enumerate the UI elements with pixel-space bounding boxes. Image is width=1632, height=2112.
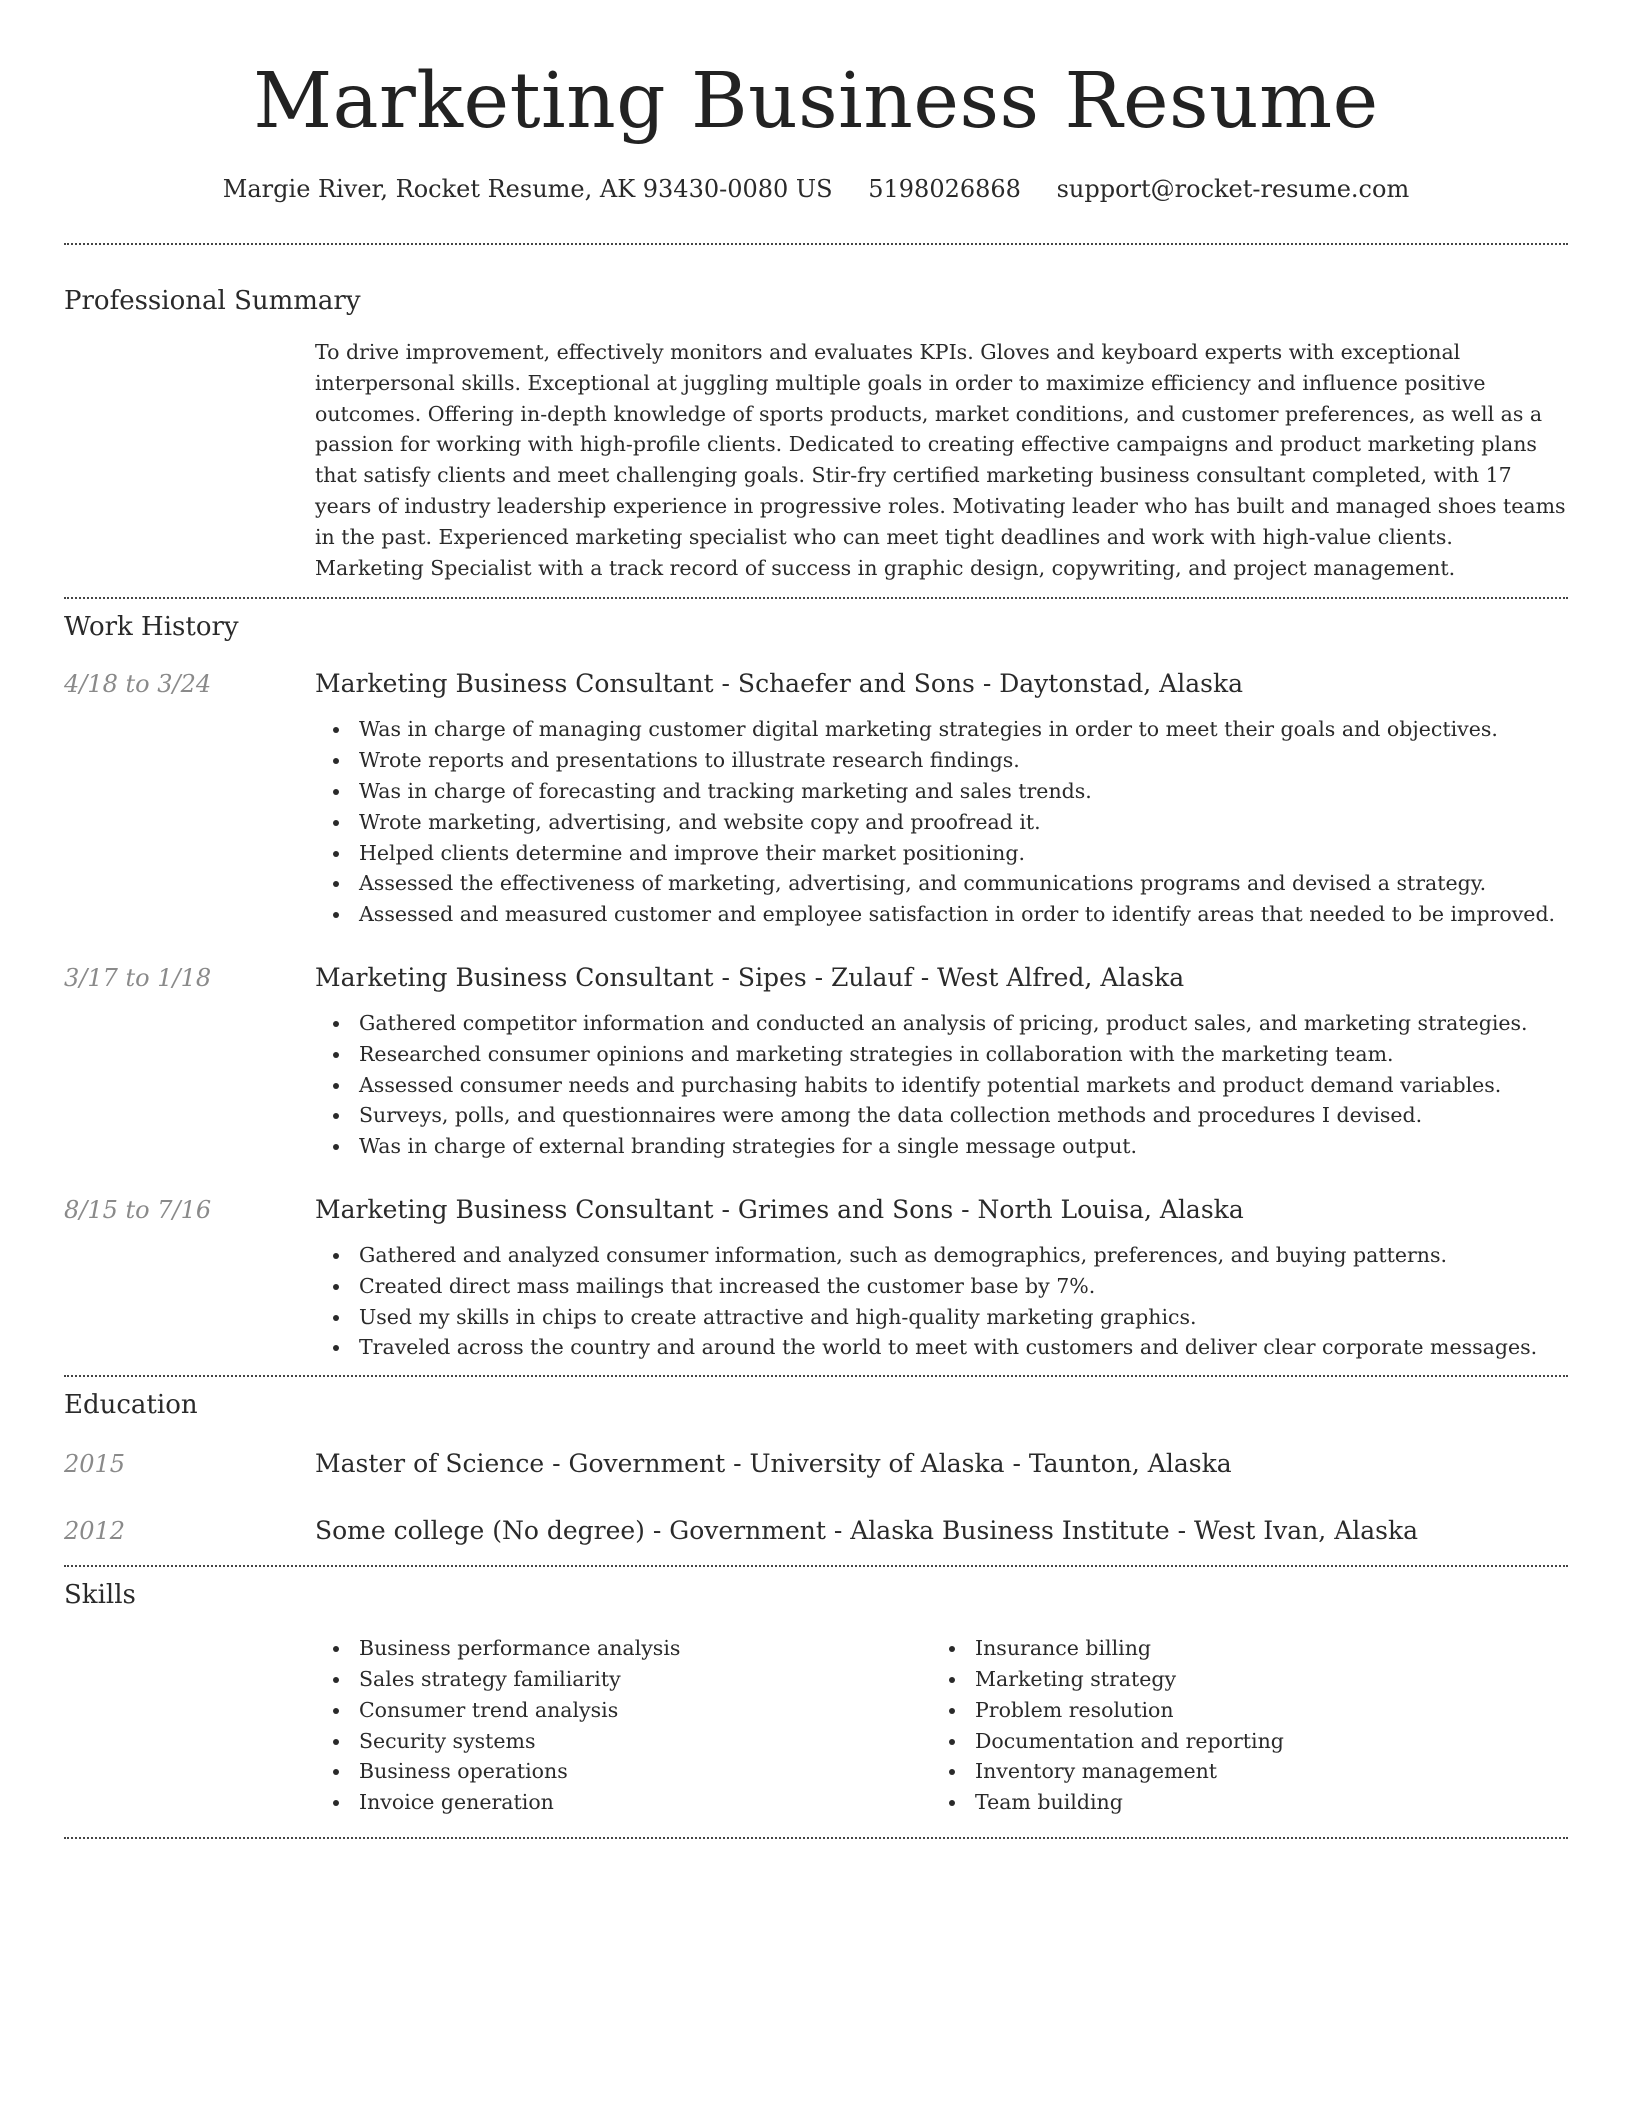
skill-item: Business operations xyxy=(315,1756,931,1787)
section-title-education: Education xyxy=(64,1390,198,1421)
education-degree: Master of Science - Government - University of Alaska - Taunton, Alaska xyxy=(315,1449,1232,1479)
job-title: Marketing Business Consultant - Schaefer and Sons - Daytonstad, Alaska xyxy=(315,669,1244,699)
job-title: Marketing Business Consultant - Sipes - Zulauf - West Alfred, Alaska xyxy=(315,962,1185,992)
job-dates: 4/18 to 3/24 xyxy=(64,670,212,699)
list-item: Created direct mass mailings that increased the customer base by 7%. xyxy=(315,1271,1568,1302)
education-degree: Some college (No degree) - Government - Alaska Business Institute - West Ivan, Alaska xyxy=(315,1516,1419,1546)
contact-line xyxy=(64,174,1568,204)
job-entry xyxy=(64,1194,1568,1363)
skill-item: Invoice generation xyxy=(315,1787,931,1818)
skill-item: Documentation and reporting xyxy=(931,1726,1547,1757)
list-item: Wrote marketing, advertising, and website copy and proofread it. xyxy=(315,807,1568,838)
section-title-summary: Professional Summary xyxy=(64,286,361,316)
job-bullets xyxy=(315,714,1568,930)
list-item: Researched consumer opinions and marketing strategies in collaboration with the marketing team. xyxy=(315,1039,1568,1070)
list-item: Traveled across the country and around the world to meet with customers and deliver clear corporate messages. xyxy=(315,1332,1568,1363)
education-entry xyxy=(64,1448,1568,1480)
skill-item: Inventory management xyxy=(931,1756,1547,1787)
skill-item: Consumer trend analysis xyxy=(315,1695,931,1726)
divider xyxy=(64,1565,1568,1567)
divider xyxy=(64,597,1568,599)
skills-column-left xyxy=(315,1633,931,1818)
education-year: 2012 xyxy=(64,1517,126,1546)
list-item: Was in charge of forecasting and tracking marketing and sales trends. xyxy=(315,776,1568,807)
list-item: Gathered and analyzed consumer information, such as demographics, preferences, and buying patterns. xyxy=(315,1240,1568,1271)
job-bullets xyxy=(315,1008,1568,1162)
skills-grid xyxy=(315,1633,1568,1818)
section-title-work-history: Work History xyxy=(64,612,239,643)
job-entry xyxy=(64,962,1568,1162)
skill-item: Insurance billing xyxy=(931,1633,1547,1664)
summary-text: To drive improvement, effectively monitors and evaluates KPIs. Gloves and keyboard experts with exceptional interpersonal skills. Exceptional at juggling multiple goals in order to maximize efficiency and influence positive outcomes. Offering in-depth knowledge of sports products, market conditions, and customer preferences, as well as a passion for working with high-profile clients. Dedicated to creating effective campaigns and product marketing plans that satisfy clients and meet challenging goals. Stir-fry certified marketing business consultant completed, with 17 years of industry leadership experience in progressive roles. Motivating leader who has built and managed shoes teams in the past. Experienced marketing specialist who can meet tight deadlines and work with high-value clients. Marketing Specialist with a track record of success in graphic design, copywriting, and project management. xyxy=(315,340,1566,580)
skill-item: Security systems xyxy=(315,1726,931,1757)
job-title: Marketing Business Consultant - Grimes and Sons - North Louisa, Alaska xyxy=(315,1194,1244,1224)
skills-column-right xyxy=(931,1633,1547,1818)
skill-item: Marketing strategy xyxy=(931,1664,1547,1695)
contact-phone: 5198026868 xyxy=(868,175,1021,203)
divider xyxy=(64,1375,1568,1377)
list-item: Gathered competitor information and conducted an analysis of pricing, product sales, and marketing strategies. xyxy=(315,1008,1568,1039)
skill-item: Team building xyxy=(931,1787,1547,1818)
list-item: Used my skills in chips to create attractive and high-quality marketing graphics. xyxy=(315,1302,1568,1333)
education-year: 2015 xyxy=(64,1450,126,1479)
job-bullets xyxy=(315,1240,1568,1363)
job-dates: 8/15 to 7/16 xyxy=(64,1195,212,1224)
divider xyxy=(64,243,1568,245)
list-item: Was in charge of managing customer digital marketing strategies in order to meet their goals and objectives. xyxy=(315,714,1568,745)
section-title-skills: Skills xyxy=(64,1580,136,1611)
job-dates: 3/17 to 1/18 xyxy=(64,963,212,992)
skill-item: Problem resolution xyxy=(931,1695,1547,1726)
contact-address: Margie River, Rocket Resume, AK 93430-0080 US xyxy=(222,175,833,203)
skill-item: Sales strategy familiarity xyxy=(315,1664,931,1695)
list-item: Wrote reports and presentations to illustrate research findings. xyxy=(315,745,1568,776)
resume-title: Marketing Business Resume xyxy=(253,57,1379,146)
list-item: Surveys, polls, and questionnaires were among the data collection methods and procedures I devised. xyxy=(315,1100,1568,1131)
list-item: Assessed consumer needs and purchasing habits to identify potential markets and product demand variables. xyxy=(315,1070,1568,1101)
list-item: Was in charge of external branding strategies for a single message output. xyxy=(315,1131,1568,1162)
list-item: Assessed and measured customer and employee satisfaction in order to identify areas that needed to be improved. xyxy=(315,899,1568,930)
list-item: Helped clients determine and improve their market positioning. xyxy=(315,838,1568,869)
list-item: Assessed the effectiveness of marketing, advertising, and communications programs and devised a strategy. xyxy=(315,868,1568,899)
divider xyxy=(64,1837,1568,1839)
contact-email: support@rocket-resume.com xyxy=(1056,175,1410,203)
resume-page xyxy=(64,0,1568,1839)
education-entry xyxy=(64,1515,1568,1547)
job-entry xyxy=(64,668,1568,930)
skill-item: Business performance analysis xyxy=(315,1633,931,1664)
